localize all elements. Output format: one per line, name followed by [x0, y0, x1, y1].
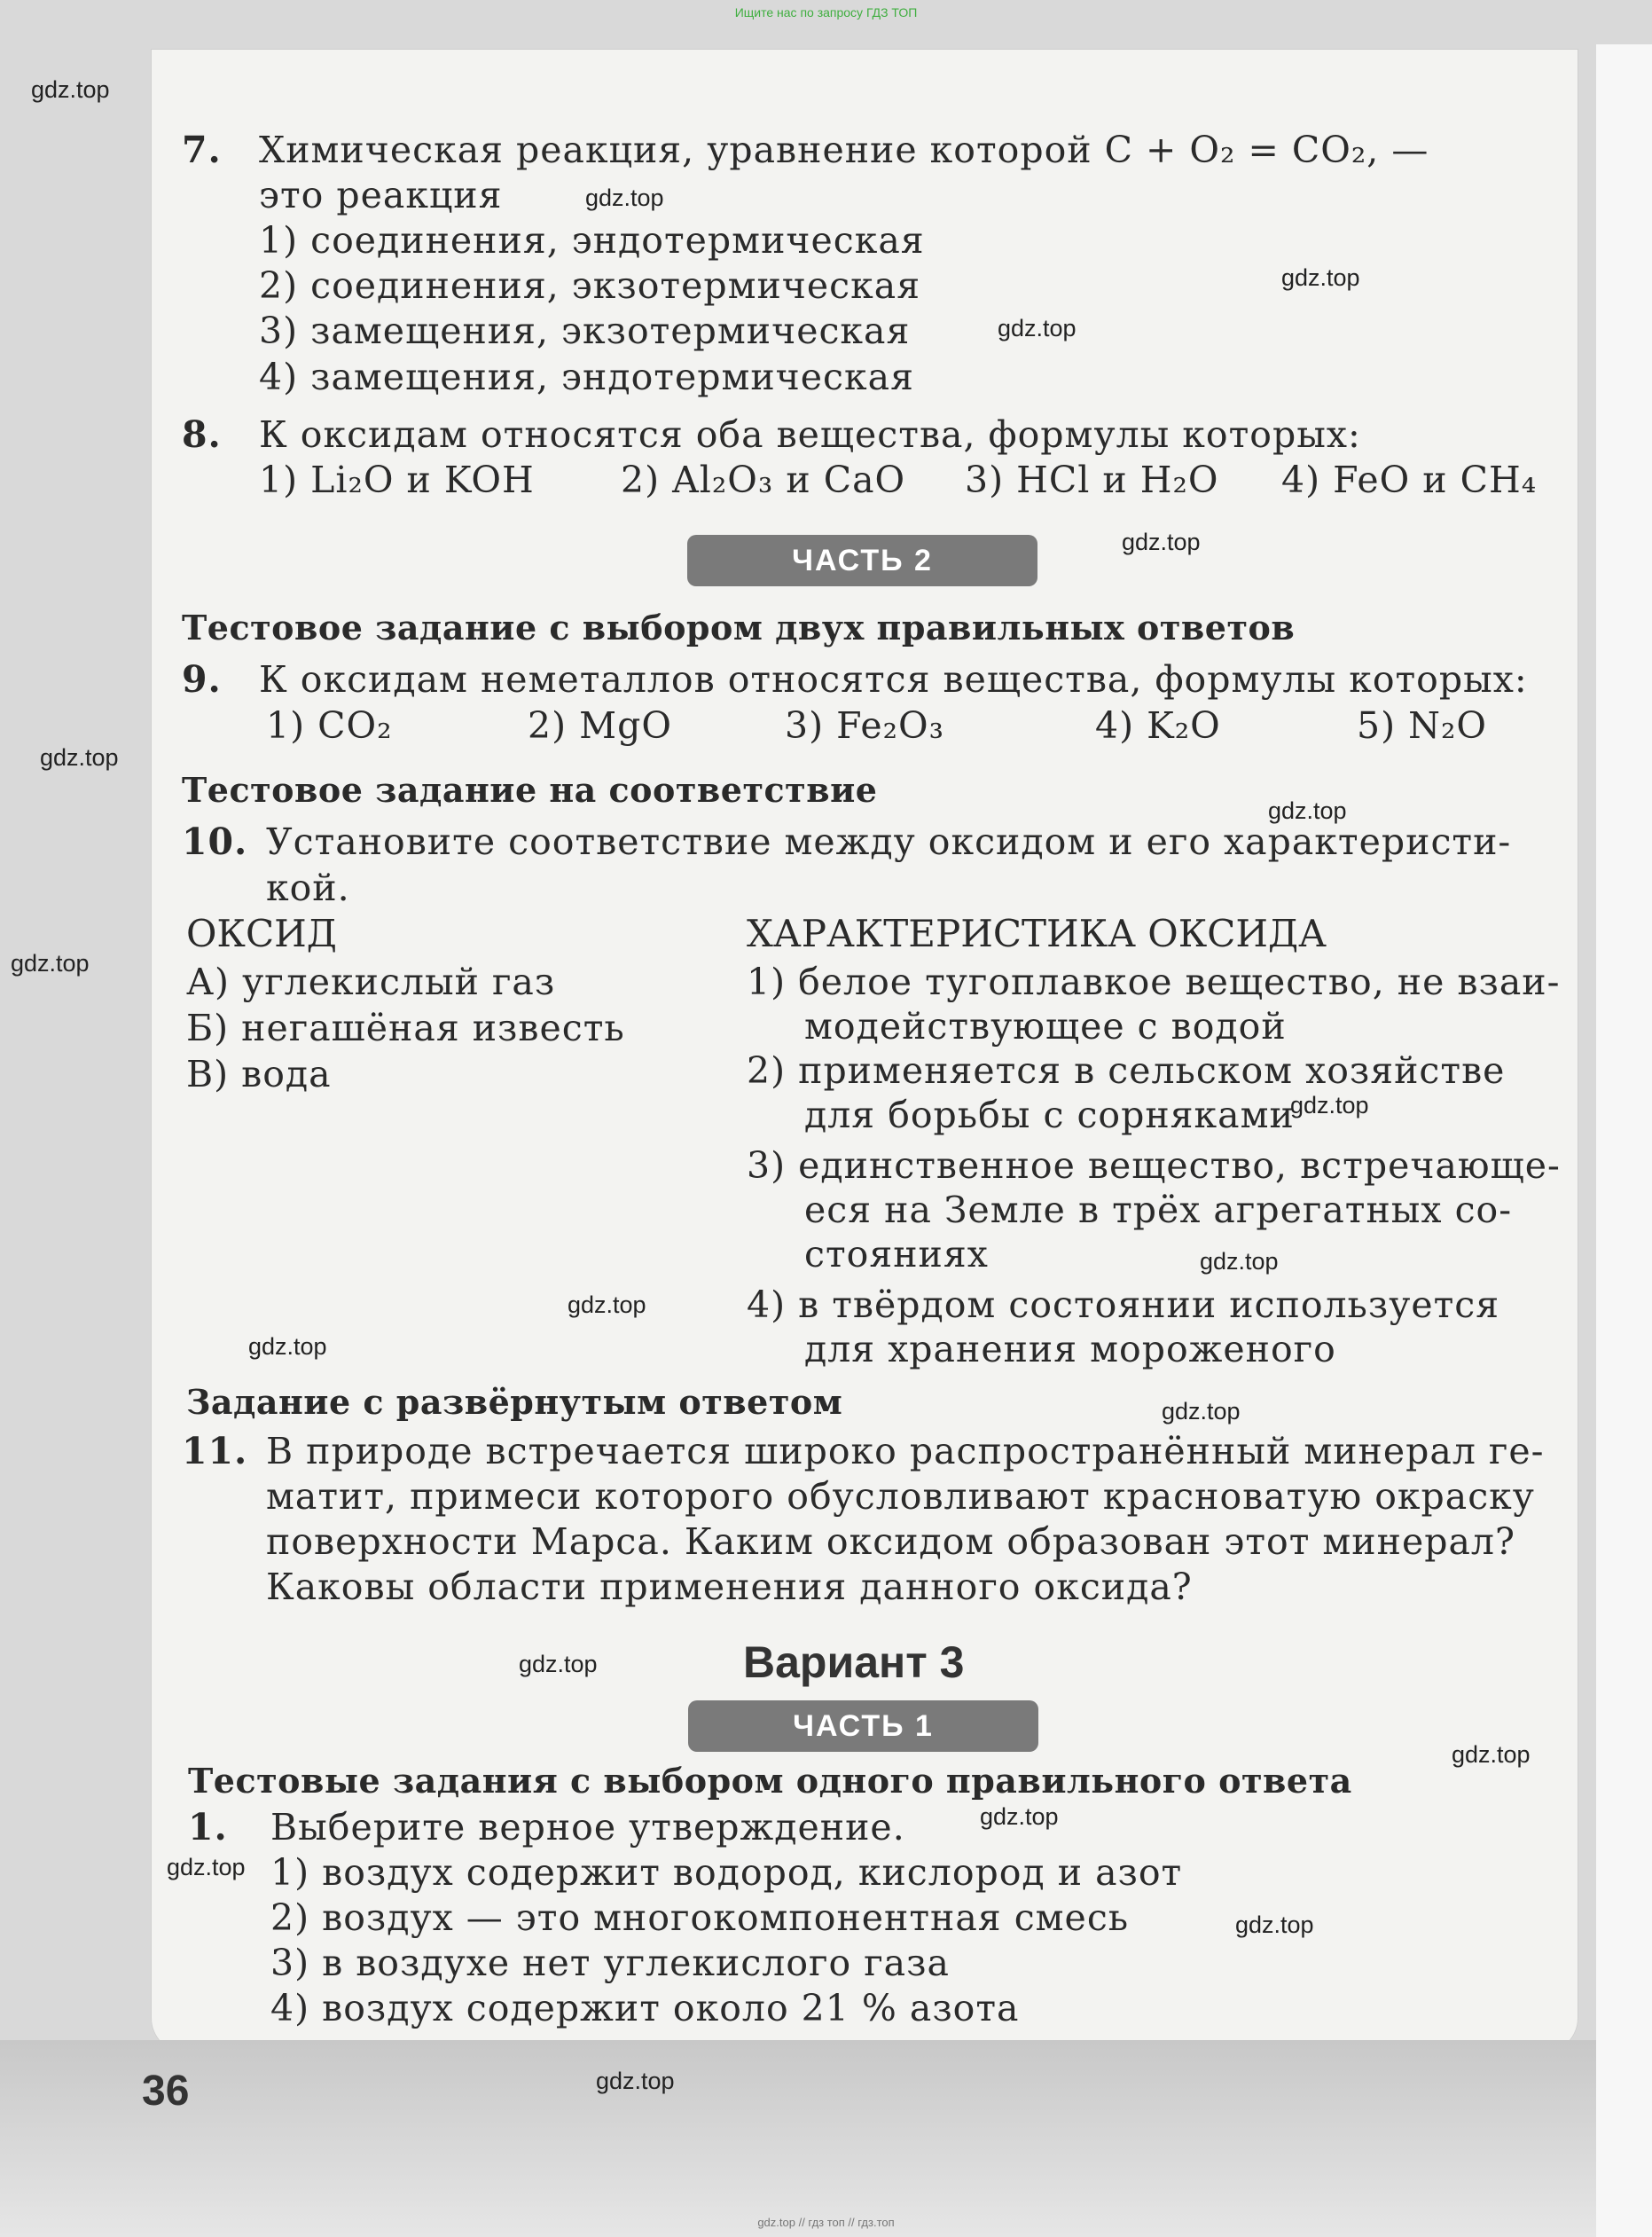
q8-option-2: 2) Al₂O₃ и CaO: [621, 459, 906, 501]
q11-number: 11.: [182, 1430, 248, 1472]
q9-text: К оксидам неметаллов относятся вещества, формулы которых:: [259, 658, 1528, 701]
part1-label: ЧАСТЬ 1: [688, 1700, 1038, 1752]
q10-left-item-b: Б) негашёная известь: [186, 1007, 625, 1049]
q10-column-oxide: ОКСИД: [186, 912, 337, 955]
q7-option-1: 1) соединения, эндотермическая: [259, 219, 925, 262]
top-banner: Ищите нас по запросу ГДЗ ТОП: [734, 5, 918, 20]
q9-option-3: 3) Fe₂O₃: [785, 704, 945, 747]
q10-left-item-a: А) углекислый газ: [186, 961, 556, 1003]
q9-option-2: 2) MgO: [528, 704, 672, 747]
watermark: gdz.top: [1235, 1911, 1314, 1938]
q9-option-5: 5) N₂O: [1357, 704, 1488, 747]
section-extended-heading: Задание с развёрнутым ответом: [186, 1382, 843, 1422]
page-bottom-shadow: [0, 2040, 1652, 2237]
q7-text-line2: это реакция: [259, 174, 503, 216]
q7-number: 7.: [182, 129, 222, 171]
page-right-edge: [1596, 44, 1652, 2237]
watermark: gdz.top: [568, 1291, 646, 1318]
watermark: gdz.top: [31, 76, 110, 103]
q9-option-1: 1) CO₂: [266, 704, 393, 747]
q9-number: 9.: [182, 658, 222, 701]
q10-right-3b: еся на Земле в трёх агрегатных со-: [804, 1189, 1513, 1231]
watermark: gdz.top: [1200, 1248, 1279, 1275]
page-number: 36: [142, 2068, 190, 2115]
section-one-answer-heading: Тестовые задания с выбором одного правильного ответа: [188, 1761, 1352, 1801]
q8-text: К оксидам относятся оба вещества, формулы которых:: [259, 413, 1361, 456]
v3q1-option-2: 2) воздух — это многокомпонентная смесь: [270, 1896, 1130, 1939]
q10-column-characteristic: ХАРАКТЕРИСТИКА ОКСИДА: [747, 912, 1327, 955]
q10-number: 10.: [182, 820, 248, 863]
v3q1-text: Выберите верное утверждение.: [270, 1806, 905, 1848]
q10-right-4b: для хранения мороженого: [804, 1328, 1336, 1370]
v3q1-option-1: 1) воздух содержит водород, кислород и азот: [270, 1851, 1183, 1894]
watermark: gdz.top: [1290, 1092, 1369, 1118]
watermark: gdz.top: [40, 744, 119, 771]
bottom-banner: gdz.top // гдз топ // гдз.топ: [757, 2216, 895, 2229]
watermark: gdz.top: [167, 1854, 246, 1880]
watermark: gdz.top: [1281, 264, 1360, 291]
watermark: gdz.top: [248, 1333, 327, 1360]
watermark: gdz.top: [1162, 1398, 1241, 1425]
q7-option-4: 4) замещения, эндотермическая: [259, 356, 914, 398]
q10-right-1a: 1) белое тугоплавкое вещество, не взаи-: [747, 961, 1561, 1003]
v3q1-option-4: 4) воздух содержит около 21 % азота: [270, 1987, 1020, 2029]
q11-line4: Каковы области применения данного оксида?: [266, 1566, 1193, 1608]
v3q1-number: 1.: [188, 1806, 228, 1848]
q11-line1: В природе встречается широко распространённый минерал ге-: [266, 1430, 1545, 1472]
watermark: gdz.top: [11, 950, 90, 977]
part2-label: ЧАСТЬ 2: [687, 535, 1037, 586]
q8-option-3: 3) HCl и H₂O: [965, 459, 1219, 501]
q8-option-1: 1) Li₂O и KOH: [259, 459, 535, 501]
q9-option-4: 4) K₂O: [1095, 704, 1221, 747]
q10-right-2a: 2) применяется в сельском хозяйстве: [747, 1049, 1506, 1092]
watermark: gdz.top: [1122, 529, 1201, 555]
q7-option-2: 2) соединения, экзотермическая: [259, 264, 921, 307]
watermark: gdz.top: [519, 1651, 598, 1677]
q11-line3: поверхности Марса. Каким оксидом образован этот минерал?: [266, 1520, 1515, 1563]
q10-text-line1: Установите соответствие между оксидом и его характеристи-: [266, 820, 1512, 863]
q7-option-3: 3) замещения, экзотермическая: [259, 310, 911, 352]
v3q1-option-3: 3) в воздухе нет углекислого газа: [270, 1942, 950, 1984]
section-match-heading: Тестовое задание на соответствие: [182, 770, 878, 810]
watermark: gdz.top: [585, 184, 664, 211]
section-two-answers-heading: Тестовое задание с выбором двух правильных ответов: [182, 608, 1296, 648]
variant-title: Вариант 3: [743, 1637, 965, 1687]
q8-option-4: 4) FeO и CH₄: [1281, 459, 1538, 501]
q8-number: 8.: [182, 413, 222, 456]
watermark: gdz.top: [1268, 797, 1347, 824]
watermark: gdz.top: [980, 1803, 1059, 1830]
q10-right-3c: стояниях: [804, 1233, 989, 1275]
watermark: gdz.top: [1452, 1741, 1531, 1768]
q10-right-4a: 4) в твёрдом состоянии используется: [747, 1283, 1500, 1326]
watermark: gdz.top: [998, 315, 1077, 341]
watermark: gdz.top: [596, 2068, 675, 2094]
q7-text-line1: Химическая реакция, уравнение которой C + O₂ = CO₂, —: [259, 129, 1429, 171]
q10-right-1b: модействующее с водой: [804, 1005, 1287, 1048]
q10-right-3a: 3) единственное вещество, встречающе-: [747, 1144, 1561, 1187]
q10-right-2b: для борьбы с сорняками: [804, 1094, 1295, 1136]
q10-text-line2: кой.: [266, 867, 350, 909]
q11-line2: матит, примеси которого обусловливают красноватую окраску: [266, 1475, 1535, 1518]
q10-left-item-c: В) вода: [186, 1053, 332, 1095]
